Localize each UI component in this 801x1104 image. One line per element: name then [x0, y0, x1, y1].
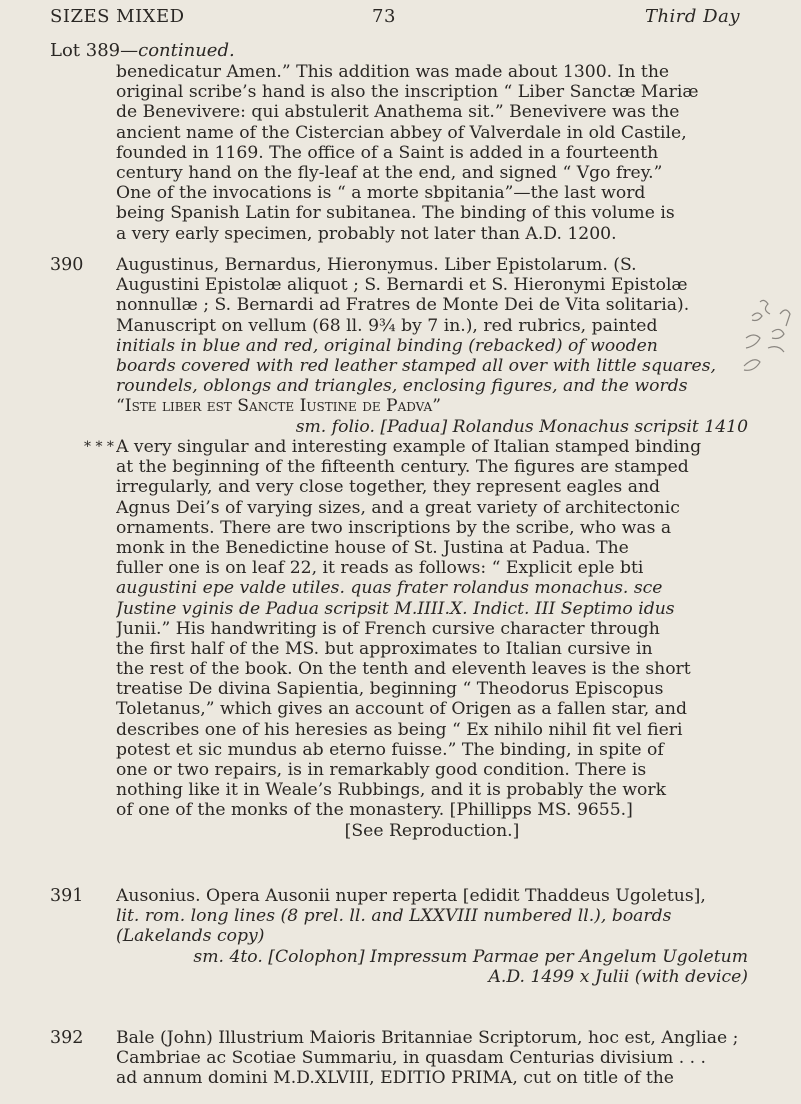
text-line: at the beginning of the fifteenth century. The figures are stamped	[116, 457, 689, 478]
text-line: de Benevivere: qui abstulerit Anathema sit.” Benevivere was the	[116, 102, 680, 123]
lot-number: 392	[50, 1028, 84, 1048]
text-line: A.D. 1499 x Julii (with device)	[488, 966, 748, 987]
text-line: century hand on the fly-leaf at the end, and signed “ Vgo frey.”	[116, 162, 663, 183]
text-line: Manuscript on vellum (68 ll. 9¾ by 7 in.), red rubrics, painted	[116, 315, 658, 336]
header-right: Third Day	[644, 6, 740, 27]
text-line: irregularly, and very close together, they represent eagles and	[116, 477, 661, 498]
lot-number: 391	[50, 886, 84, 906]
text-line: a very early specimen, probably not later than A.D. 1200.	[116, 223, 617, 244]
lot-number: 390	[50, 255, 84, 275]
text-line: treatise De divina Sapientia, beginning “ Theodorus Episcopus	[116, 679, 664, 700]
header-left: SIZES MIXED	[50, 6, 185, 27]
lot-continuation-heading	[50, 40, 235, 61]
text-line: fuller one is on leaf 22, it reads as follows: “ Explicit eple bti	[116, 558, 644, 579]
lot-392-description	[116, 1028, 748, 1089]
text-line: monk in the Benedictine house of St. Justina at Padua. The	[116, 537, 629, 558]
asterism-mark: * * *	[84, 439, 114, 455]
lot-390-description	[116, 255, 748, 437]
page-number: 73	[372, 6, 396, 27]
text-line: “Iste liber est Sancte Iustine de Padva”	[116, 396, 441, 417]
text-line: the rest of the book. On the tenth and eleventh leaves is the short	[116, 659, 691, 680]
text-line: Justine vginis de Padua scripsit M.IIII.X. Indict. III Septimo idus	[116, 598, 675, 619]
text-line: benedicatur Amen.” This addition was made about 1300. In the	[116, 62, 670, 82]
text-line: Bale (John) Illustrium Maioris Britanniae Scriptorum, hoc est, Angliae ;	[116, 1028, 739, 1048]
text-line: nonnullæ ; S. Bernardi ad Fratres de Monte Dei de Vita solitaria).	[116, 295, 690, 316]
text-line: nothing like it in Weale’s Rubbings, and it is probably the work	[116, 780, 667, 801]
reproduction-reference: [See Reproduction.]	[344, 820, 520, 841]
text-line: Agnus Dei’s of varying sizes, and a great variety of architectonic	[116, 497, 680, 518]
text-line: boards covered with red leather stamped all over with little squares,	[116, 355, 716, 376]
text-line: being Spanish Latin for subitanea. The binding of this volume is	[116, 203, 675, 224]
text-line: ornaments. There are two inscriptions by the scribe, who was a	[116, 517, 672, 538]
text-line: sm. 4to. [Colophon] Impressum Parmae per Angelum Ugoletum	[193, 946, 748, 967]
text-line: Augustini Epistolæ aliquot ; S. Bernardi et S. Hieronymi Epistolæ	[116, 275, 688, 296]
text-line: of one of the monks of the monastery. [Phillipps MS. 9655.]	[116, 800, 633, 821]
text-line: Junii.” His handwriting is of French cursive character through	[116, 618, 660, 639]
lot-391-description	[116, 886, 748, 987]
continued-label: —continued.	[120, 40, 235, 61]
text-line: sm. folio. [Padua] Rolandus Monachus scripsit 1410	[295, 416, 748, 437]
text-line: Toletanus,” which gives an account of Origen as a fallen star, and	[116, 699, 687, 720]
text-line: Ausonius. Opera Ausonii nuper reperta [edidit Thaddeus Ugoletus],	[116, 886, 706, 906]
text-line: A very singular and interesting example of Italian stamped binding	[116, 437, 702, 457]
text-line: (Lakelands copy)	[116, 926, 265, 947]
lot-389-text	[116, 62, 748, 244]
text-line: initials in blue and red, original binding (rebacked) of wooden	[116, 335, 658, 356]
text-line: augustini epe valde utiles. quas frater rolandus monachus. sce	[116, 578, 663, 599]
text-line: one or two repairs, is in remarkably good condition. There is	[116, 760, 647, 780]
text-line: ancient name of the Cistercian abbey of Valverdale in old Castile,	[116, 122, 687, 143]
pencil-annotation-icon	[742, 296, 797, 386]
text-line: founded in 1169. The office of a Saint is added in a fourteenth	[116, 142, 659, 163]
text-line: describes one of his heresies as being “ Ex nihilo nihil fit vel fieri	[116, 719, 683, 740]
text-line: roundels, oblongs and triangles, enclosing figures, and the words	[116, 376, 688, 397]
text-line: Cambriae ac Scotiae Summariu, in quasdam Centurias divisium . . .	[116, 1048, 707, 1069]
text-line: Augustinus, Bernardus, Hieronymus. Liber Epistolarum. (S.	[116, 255, 637, 275]
text-line: the first half of the MS. but approximates to Italian cursive in	[116, 638, 653, 659]
text-line: One of the invocations is “ a morte sbpitania”—the last word	[116, 183, 646, 204]
text-line: lit. rom. long lines (8 prel. ll. and LXXVIII numbered ll.), boards	[116, 906, 672, 927]
text-line: potest et sic mundus ab eterno fuisse.” The binding, in spite of	[116, 739, 664, 760]
running-head	[50, 6, 740, 30]
text-line: original scribe’s hand is also the inscription “ Liber Sanctæ Mariæ	[116, 82, 699, 103]
lot-label: Lot 389	[50, 40, 121, 61]
lot-390-note	[116, 437, 748, 841]
text-line: ad annum domini M.D.XLVIII, EDITIO PRIMA, cut on title of the	[116, 1068, 674, 1089]
